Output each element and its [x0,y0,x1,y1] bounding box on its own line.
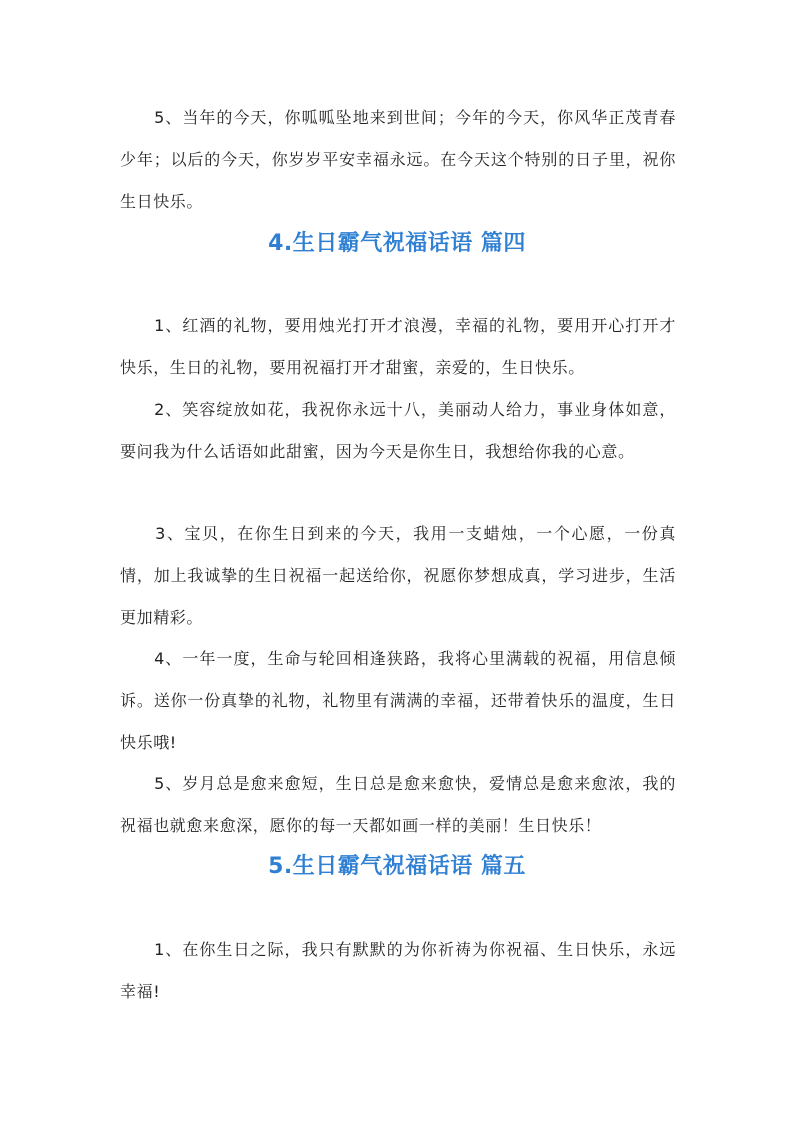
paragraph-blessing-2: 2、笑容绽放如花，我祝你永远十八，美丽动人给力，事业身体如意，要问我为什么话语如此甜蜜，因为今天是你生日，我想给你我的心意。 [120,400,676,461]
paragraph-blessing-1-section5: 1、在你生日之际，我只有默默的为你祈祷为你祝福、生日快乐，永远幸福! [120,940,676,1001]
section-heading-4: 4.生日霸气祝福话语 篇四 [268,231,526,256]
section-heading-5: 5.生日霸气祝福话语 篇五 [268,854,526,879]
paragraph-blessing-1: 1、红酒的礼物，要用烛光打开才浪漫，幸福的礼物，要用开心打开才快乐，生日的礼物，要用祝福打开才甜蜜，亲爱的，生日快乐。 [120,316,676,377]
paragraph-blessing-5: 5、岁月总是愈来愈短，生日总是愈来愈快，爱情总是愈来愈浓，我的祝福也就愈来愈深，愿你的每一天都如画一样的美丽！生日快乐！ [120,774,676,835]
paragraph-blessing-5-top: 5、当年的今天，你呱呱坠地来到世间；今年的今天，你风华正茂青春少年；以后的今天，你岁岁平安幸福永远。在今天这个特别的日子里，祝你生日快乐。 [120,108,676,211]
paragraph-blessing-4: 4、一年一度，生命与轮回相逢狭路，我将心里满载的祝福，用信息倾诉。送你一份真挚的礼物，礼物里有满满的幸福，还带着快乐的温度，生日快乐哦! [120,649,676,752]
paragraph-blessing-3: 3、宝贝，在你生日到来的今天，我用一支蜡烛，一个心愿，一份真情，加上我诚挚的生日祝福一起送给你，祝愿你梦想成真，学习进步，生活更加精彩。 [120,524,676,627]
